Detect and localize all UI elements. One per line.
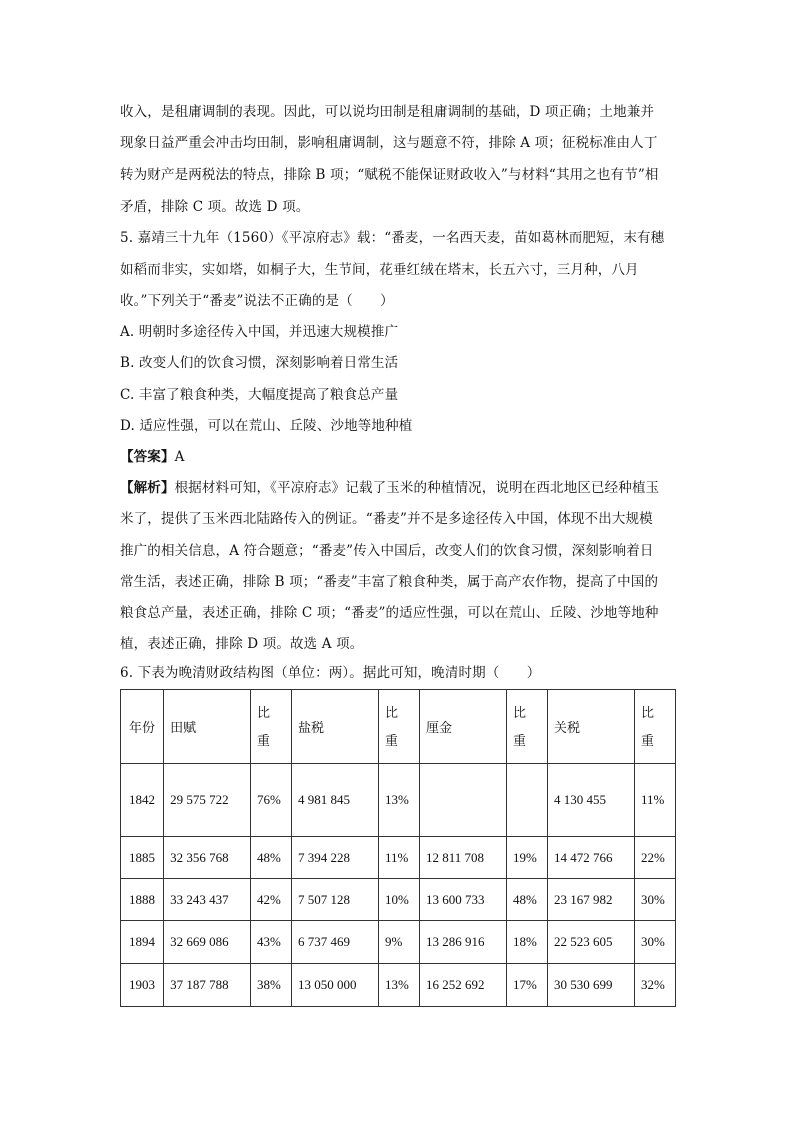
cell-land-pct: 38% — [251, 964, 292, 1007]
answer-line — [120, 448, 680, 466]
cell-lijin-pct: 18% — [506, 921, 547, 964]
cell-salt-pct: 10% — [379, 879, 420, 921]
header-share: 比 重 — [379, 690, 420, 764]
cell-lijin — [420, 764, 507, 837]
cell-salt-tax: 13 050 000 — [292, 964, 379, 1007]
cell-salt-pct: 11% — [379, 837, 420, 879]
header-salt-tax: 盐税 — [292, 690, 379, 764]
cell-salt-pct: 13% — [379, 764, 420, 837]
cell-lijin: 12 811 708 — [420, 837, 507, 879]
cell-land-pct: 76% — [251, 764, 292, 837]
option-d: D. 适应性强，可以在荒山、丘陵、沙地等地种植 — [120, 418, 413, 434]
cell-customs-pct: 30% — [634, 921, 675, 964]
paragraph-line: 矛盾，排除 C 项。故选 D 项。 — [120, 199, 310, 215]
cell-land-pct: 42% — [251, 879, 292, 921]
cell-land-pct: 48% — [251, 837, 292, 879]
cell-lijin-pct: 17% — [506, 964, 547, 1007]
header-share: 比 重 — [634, 690, 675, 764]
cell-salt-tax: 6 737 469 — [292, 921, 379, 964]
table-row — [121, 964, 676, 1007]
cell-customs: 14 472 766 — [547, 837, 634, 879]
cell-land-tax: 29 575 722 — [164, 764, 251, 837]
cell-customs-pct: 32% — [634, 964, 675, 1007]
analysis-line: 推广的相关信息，A 符合题意；“番麦”传入中国后，改变人们的饮食习惯，深刻影响着日 — [120, 543, 654, 559]
cell-year: 1842 — [121, 764, 164, 837]
finance-table — [120, 689, 676, 1007]
option-a: A. 明朝时多途径传入中国，并迅速大规模推广 — [120, 324, 399, 340]
table-row — [121, 879, 676, 921]
cell-year: 1888 — [121, 879, 164, 921]
analysis-line: 植，表述正确，排除 D 项。故选 A 项。 — [120, 636, 364, 652]
cell-customs: 22 523 605 — [547, 921, 634, 964]
cell-lijin-pct: 19% — [506, 837, 547, 879]
question-5-line: 如稻而非实，实如塔，如桐子大，生节间，花垂红绒在塔末，长五六寸，三月种，八月 — [120, 262, 639, 278]
header-customs: 关税 — [547, 690, 634, 764]
cell-salt-tax: 4 981 845 — [292, 764, 379, 837]
option-c: C. 丰富了粮食种类，大幅度提高了粮食总产量 — [120, 387, 399, 403]
analysis-label: 【解析】 — [120, 480, 175, 496]
analysis-line: 米了，提供了玉米西北陆路传入的例证。“番麦”并不是多途径传入中国，体现不出大规模 — [120, 511, 653, 527]
paragraph-line: 转为财产是两税法的特点，排除 B 项；“赋税不能保证财政收入”与材料“其用之也有节”相 — [120, 167, 659, 183]
paragraph-line: 收入，是租庸调制的表现。因此，可以说均田制是租庸调制的基础，D 项正确；土地兼并 — [120, 104, 655, 120]
table-header-row — [121, 690, 676, 764]
cell-year: 1885 — [121, 837, 164, 879]
cell-lijin-pct: 48% — [506, 879, 547, 921]
analysis-line: 粮食总产量，表述正确，排除 C 项；“番麦”的适应性强，可以在荒山、丘陵、沙地等地种 — [120, 605, 659, 621]
cell-year: 1894 — [121, 921, 164, 964]
question-5-line: 收。”下列关于“番麦”说法不正确的是（ ） — [120, 293, 394, 309]
analysis-text: 根据材料可知，《平凉府志》记载了玉米的种植情况，说明在西北地区已经种植玉 — [174, 480, 660, 496]
answer-value: A — [174, 449, 185, 465]
cell-land-tax: 32 356 768 — [164, 837, 251, 879]
cell-customs-pct: 11% — [634, 764, 675, 837]
cell-year: 1903 — [121, 964, 164, 1007]
question-5-line: 5. 嘉靖三十九年（1560）《平凉府志》载：“番麦，一名西天麦，苗如葛林而肥短，末有穗 — [120, 230, 665, 246]
analysis-line: 常生活，表述正确，排除 B 项；“番麦”丰富了粮食种类，属于高产农作物，提高了中国的 — [120, 574, 659, 590]
header-lijin: 厘金 — [420, 690, 507, 764]
question-6-line: 6. 下表为晚清财政结构图（单位：两）。据此可知，晚清时期（ ） — [120, 665, 541, 681]
cell-customs: 23 167 982 — [547, 879, 634, 921]
cell-lijin-pct — [506, 764, 547, 837]
cell-land-tax: 32 669 086 — [164, 921, 251, 964]
cell-customs: 4 130 455 — [547, 764, 634, 837]
table-row — [121, 764, 676, 837]
cell-customs-pct: 22% — [634, 837, 675, 879]
header-year: 年份 — [121, 690, 164, 764]
cell-salt-tax: 7 507 128 — [292, 879, 379, 921]
option-b: B. 改变人们的饮食习惯，深刻影响着日常生活 — [120, 355, 399, 371]
analysis-line — [120, 479, 680, 497]
cell-salt-tax: 7 394 228 — [292, 837, 379, 879]
cell-customs: 30 530 699 — [547, 964, 634, 1007]
header-share: 比 重 — [251, 690, 292, 764]
cell-salt-pct: 13% — [379, 964, 420, 1007]
cell-lijin: 13 286 916 — [420, 921, 507, 964]
cell-lijin: 16 252 692 — [420, 964, 507, 1007]
cell-customs-pct: 30% — [634, 879, 675, 921]
cell-land-pct: 43% — [251, 921, 292, 964]
cell-salt-pct: 9% — [379, 921, 420, 964]
cell-lijin: 13 600 733 — [420, 879, 507, 921]
header-share: 比 重 — [506, 690, 547, 764]
table-row — [121, 837, 676, 879]
cell-land-tax: 33 243 437 — [164, 879, 251, 921]
table-row — [121, 921, 676, 964]
header-land-tax: 田赋 — [164, 690, 251, 764]
cell-land-tax: 37 187 788 — [164, 964, 251, 1007]
paragraph-line: 现象日益严重会冲击均田制，影响租庸调制，这与题意不符，排除 A 项；征税标准由人丁 — [120, 135, 658, 151]
answer-label: 【答案】 — [120, 449, 175, 465]
